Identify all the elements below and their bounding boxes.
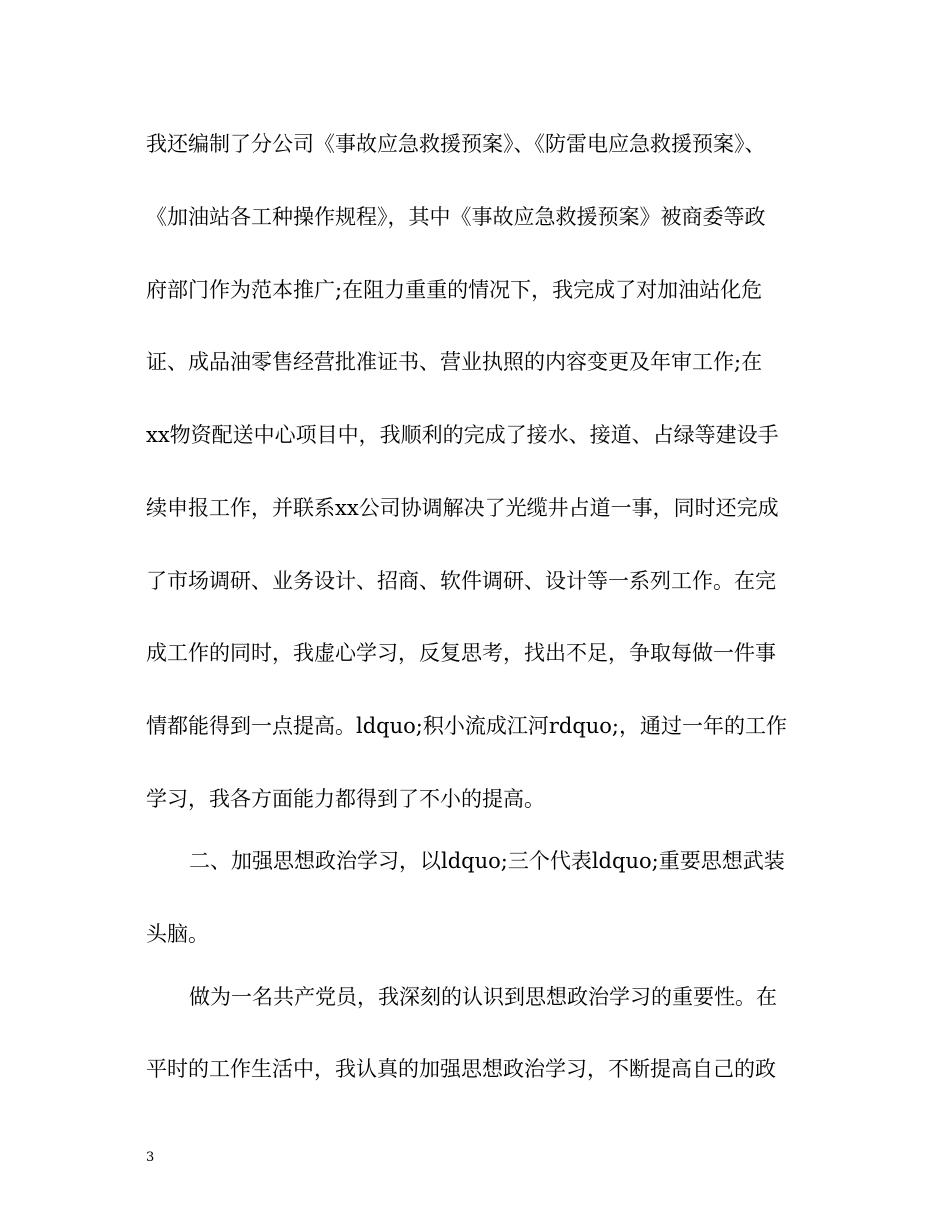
section-heading: 二、加强思想政治学习，以ldquo;三个代表ldquo;重要思想武装 — [189, 849, 785, 873]
text-line: 了市场调研、业务设计、招商、软件调研、设计等一系列工作。在完 — [146, 569, 776, 593]
text-line: 平时的工作生活中，我认真的加强思想政治学习，不断提高自己的政 — [146, 1057, 776, 1081]
text-line: 证、成品油零售经营批准证书、营业执照的内容变更及年审工作;在 — [146, 350, 763, 374]
text-line: 我还编制了分公司《事故应急救援预案》、《防雷电应急救援预案》、 — [146, 132, 766, 156]
page-number: 3 — [146, 1150, 155, 1165]
text-line: 学习，我各方面能力都得到了不小的提高。 — [146, 787, 545, 811]
text-line: 成工作的同时，我虚心学习，反复思考，找出不足，争取每做一件事 — [146, 641, 776, 665]
text-line: xx物资配送中心项目中，我顺利的完成了接水、接道、占绿等建设手 — [146, 423, 779, 447]
text-line: 头脑。 — [146, 922, 209, 946]
text-line: 情都能得到一点提高。ldquo;积小流成江河rdquo;，通过一年的工作 — [146, 714, 788, 738]
paragraph-start: 做为一名共产党员，我深刻的认识到思想政治学习的重要性。在 — [189, 985, 777, 1009]
text-line: 续申报工作，并联系xx公司协调解决了光缆井占道一事，同时还完成 — [146, 496, 779, 520]
text-line: 《加油站各工种操作规程》，其中《事故应急救援预案》被商委等政 — [146, 205, 766, 229]
text-line: 府部门作为范本推广;在阻力重重的情况下，我完成了对加油站化危 — [146, 278, 763, 302]
